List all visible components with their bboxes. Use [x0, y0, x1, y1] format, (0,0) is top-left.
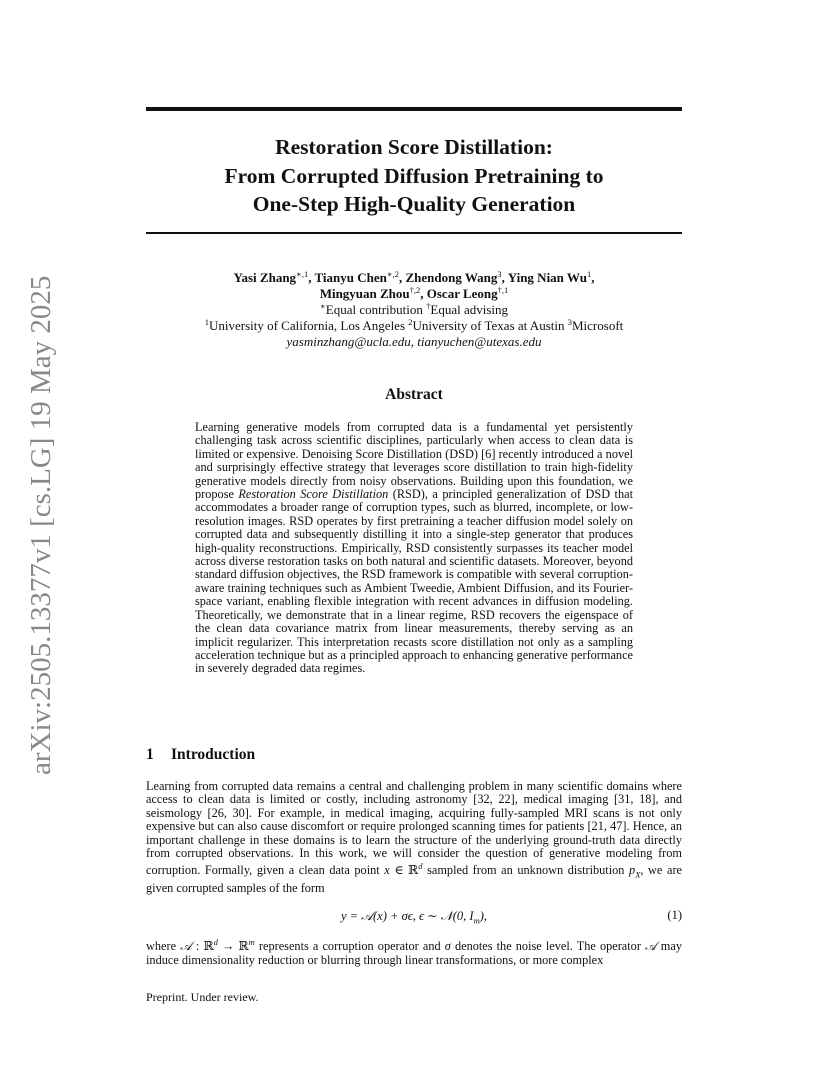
- author-block: [146, 270, 682, 350]
- page-footer: Preprint. Under review.: [146, 990, 259, 1004]
- author-name: Zhendong Wang: [405, 270, 498, 285]
- author-sup: †,2: [409, 285, 421, 295]
- section-heading: [146, 746, 255, 764]
- author-sup: 1: [586, 269, 592, 279]
- author-name: Tianyu Chen: [314, 270, 387, 285]
- equation-1: [146, 906, 682, 926]
- post-equation-paragraph: where 𝒜 : ℝ$^d$ → ℝ$^m$ represents a corruption operator and σ denotes the noise level. The operator 𝒜 may induce dimensionality reduction or blurring through linear transformations, or more complex: [146, 937, 682, 967]
- title-bottom-rule: [146, 232, 682, 234]
- equation-number: (1): [667, 908, 682, 922]
- author-name: Yasi Zhang: [233, 270, 297, 285]
- author-sup: ∗,2: [386, 269, 400, 279]
- title-line-2: From Corrupted Diffusion Pretraining to: [224, 163, 604, 188]
- title-top-rule: [146, 107, 682, 111]
- author-sup: †,1: [497, 285, 509, 295]
- author-line-1: Yasi Zhang$^{∗,1}$, Tianyu Chen$^{∗,2}$, Zhendong Wang$^3$, Ying Nian Wu$^1$,: [233, 269, 595, 285]
- affiliations: $^1$University of California, Los Angeles $^2$University of Texas at Austin $^3$Microsoft: [204, 317, 624, 333]
- author-line-2: Mingyuan Zhou$^{\dagger,2}$, Oscar Leong$^{\dagger,1}$: [319, 285, 509, 301]
- author-name: Mingyuan Zhou: [319, 286, 410, 301]
- contribution-note: ∗Equal contribution †Equal advising: [319, 301, 509, 317]
- section-title: Introduction: [171, 746, 256, 763]
- title-line-3: One-Step High-Quality Generation: [252, 192, 576, 216]
- equation-body: y = 𝒜(x) + σϵ, ϵ ∼ 𝒩(0, $I_m$),: [340, 909, 488, 926]
- abstract-body: Learning generative models from corrupted data is a fundamental yet persistently challenging task across scientific disciplines, particularly when access to clean data is limited or expensive. Denoising Score Distillation (DSD) [6] recently introduced a novel and surprisingly effective strategy that leverages score distillation to train high-fidelity generative models directly from noisy observations. Building upon this foundation, we propose Restoration Score Distillation (RSD), a principled generalization of DSD that accommodates a broader range of corruption types, such as blurred, incomplete, or low-resolution images. RSD operates by first pretraining a teacher diffusion model solely on corrupted data and subsequently distilling it into a single-step generator that produces high-quality reconstructions. Empirically, RSD consistently surpasses its teacher model across diverse restoration tasks on both natural and scientific datasets. Moreover, beyond standard diffusion objectives, the RSD framework is compatible with several corruption-aware training techniques such as Ambient Tweedie, Ambient Diffusion, and its Fourier-space variant, enabling flexible integration with recent advances in diffusion modeling. Theoretically, we demonstrate that in a linear regime, RSD recovers the eigenspace of the clean data covariance matrix from linear measurements, thereby serving as an implicit regularizer. This interpretation recasts score distillation not only as a sampling acceleration technique but as a principled approach to enhancing generative performance in severely degraded data regimes.: [195, 420, 633, 676]
- section-number: 1: [146, 746, 154, 763]
- title-line-1: Restoration Score Distillation:: [275, 135, 553, 159]
- paper-title: [146, 133, 682, 219]
- abstract-heading: Abstract: [385, 386, 443, 403]
- author-name: Ying Nian Wu: [507, 270, 587, 285]
- author-name: Oscar Leong: [426, 286, 498, 301]
- author-sup: 3: [497, 269, 502, 279]
- intro-paragraph: Learning from corrupted data remains a central and challenging problem in many scientific domains where access to clean data is limited or costly, including astronomy [32, 22], medical imaging [31, 18], and seismology [26, 30]. For example, in medical imaging, acquiring fully-sampled MRI scans is not only expensive but can also cause discomfort or require prolonged scanning times for patients [21, 47]. Hence, an important challenge in these domains is to learn the structure of the underlying ground-truth data directly from corrupted observations. In this work, we will consider the question of generative modeling from corruption. Formally, given a clean data point x ∈ ℝ$^d$ sampled from an unknown distribution $p_X$, we are given corrupted samples of the form: [146, 779, 682, 896]
- author-emails: yasminzhang@ucla.edu, tianyuchen@utexas.edu: [286, 334, 542, 349]
- author-sup: ∗,1: [296, 269, 309, 279]
- method-name-emphasis: Restoration Score Distillation: [238, 487, 389, 502]
- arxiv-identifier: arXiv:2505.13377v1 [cs.LG] 19 May 2025: [25, 275, 57, 775]
